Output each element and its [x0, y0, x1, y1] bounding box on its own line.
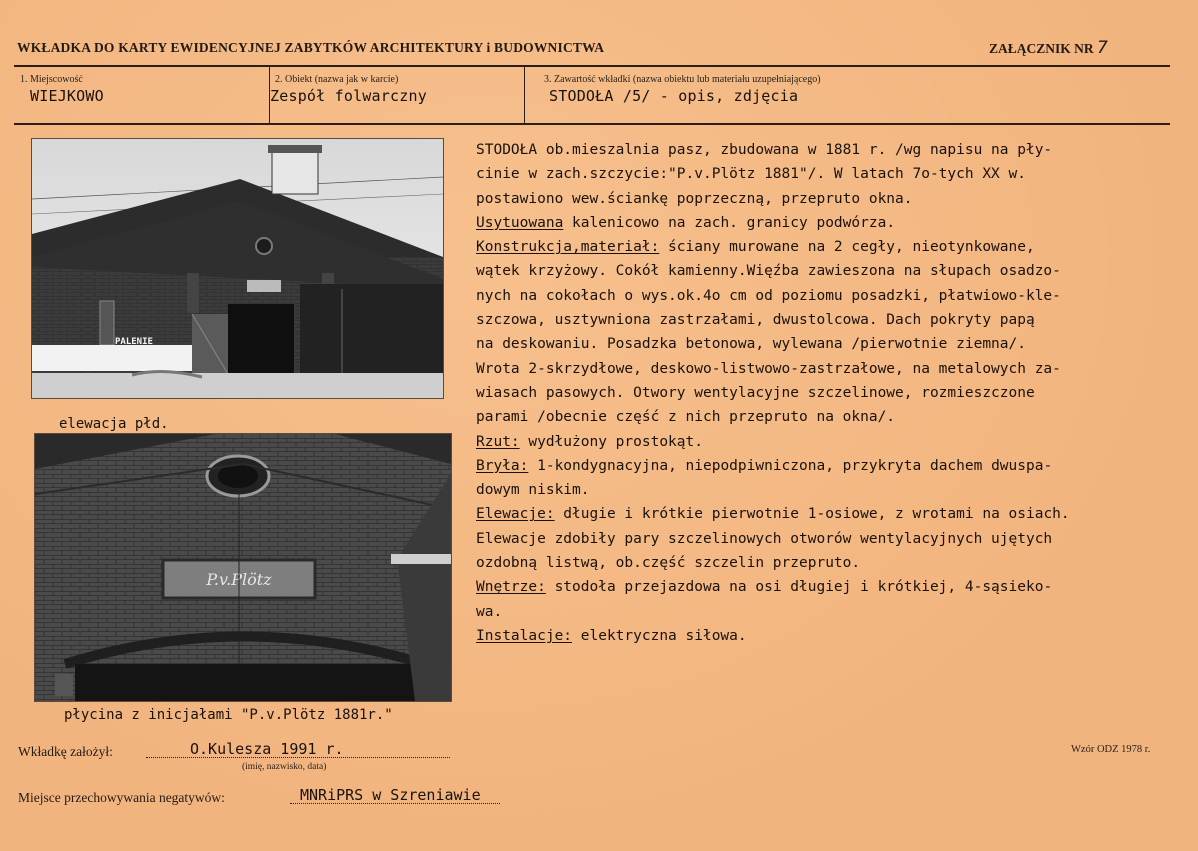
section-text: wydłużony prostokąt.: [519, 433, 703, 450]
annex-label: [989, 38, 1108, 58]
section-text: parami /obecnie część z nich przepruto na okna/.: [476, 409, 896, 426]
form-label: Wzór ODZ 1978 r.: [1071, 744, 1151, 755]
description-line: [476, 235, 1176, 259]
author-hint: (imię, nazwisko, data): [242, 762, 327, 772]
locality-value: WIEJKOWO: [30, 87, 104, 105]
description-line: [476, 187, 1176, 211]
description-line: [476, 332, 1176, 356]
section-heading: Instalacje:: [476, 627, 573, 644]
header-rule-bottom: [14, 123, 1170, 125]
section-text: Wrota 2-skrzydłowe, deskowo-listwowo-zastrzałowe, na metalowych za-: [476, 360, 1061, 377]
object-label: 2. Obiekt (nazwa jak w karcie): [275, 74, 399, 85]
barn-photo-graphic: [32, 139, 443, 398]
caption-gable-panel: płycina z inicjałami "P.v.Plötz 1881r.": [64, 707, 393, 723]
section-text: Elewacje zdobiły pary szczelinowych otworów wentylacyjnych ujętych: [476, 530, 1053, 547]
photo-south-elevation: [31, 138, 444, 399]
description-line: [476, 551, 1176, 575]
storage-label: Miejsce przechowywania negatywów:: [18, 790, 225, 805]
description-line: [476, 502, 1176, 526]
annex-label-text: ZAŁĄCZNIK NR: [989, 41, 1094, 56]
section-heading: Usytuowana: [476, 214, 564, 231]
field-divider-2: [524, 67, 525, 123]
author-value: O.Kulesza 1991 r.: [190, 740, 344, 758]
caption-south-elevation: elewacja płd.: [59, 416, 169, 432]
content-label: 3. Zawartość wkładki (nazwa obiektu lub materiału uzupełniającego): [544, 74, 821, 85]
description-line: [476, 381, 1176, 405]
object-value: Zespół folwarczny: [270, 87, 427, 105]
section-heading: Elewacje:: [476, 506, 555, 523]
author-label: Wkładkę założył:: [18, 744, 113, 759]
section-text: na deskowaniu. Posadzka betonowa, wylewana /pierwotnie ziemna/.: [476, 336, 1026, 353]
photo-gable-panel: [34, 433, 452, 702]
gable-photo-graphic: [35, 434, 451, 701]
section-text: elektryczna siłowa.: [572, 627, 747, 644]
description-line: [476, 162, 1176, 186]
palenie-sign: PALENIE: [115, 337, 153, 347]
description-line: [476, 575, 1176, 599]
section-text: długie i krótkie pierwotnie 1-osiowe, z wrotami na osiach.: [554, 506, 1070, 523]
description-line: [476, 405, 1176, 429]
description-text: [476, 138, 1176, 648]
section-text: kalenicowo na zach. granicy podwórza.: [563, 214, 896, 231]
section-text: wiasach pasowych. Otwory wentylacyjne szczelinowe, rozmieszczone: [476, 384, 1035, 401]
description-line: [476, 357, 1176, 381]
description-line: [476, 624, 1176, 648]
description-line: [476, 308, 1176, 332]
description-line: [476, 284, 1176, 308]
annex-number: 7: [1097, 38, 1108, 58]
section-heading: Rzut:: [476, 433, 520, 450]
locality-label: 1. Miejscowość: [20, 74, 83, 85]
header-rule-top: [14, 65, 1170, 67]
description-line: [476, 430, 1176, 454]
section-heading: Wnętrze:: [476, 579, 546, 596]
section-text: ozdobną listwą, ob.część szczelin przepruto.: [476, 555, 861, 572]
section-text: stodoła przejazdowa na osi długiej i krótkiej, 4-sąsieko-: [545, 579, 1053, 596]
description-line: [476, 478, 1176, 502]
section-text: postawiono wew.ściankę poprzeczną, przepruto okna.: [476, 190, 913, 207]
section-heading: Konstrukcja,materiał:: [476, 239, 660, 256]
section-text: wątek krzyżowy. Cokół kamienny.Więźba zawieszona na słupach osadzo-: [476, 263, 1061, 280]
section-text: 1-kondygnacyjna, niepodpiwniczona, przykryta dachem dwuspa-: [528, 457, 1053, 474]
card-title: WKŁADKA DO KARTY EWIDENCYJNEJ ZABYTKÓW ARCHITEKTURY i BUDOWNICTWA: [17, 40, 605, 55]
section-text: STODOŁA ob.mieszalnia pasz, zbudowana w 1881 r. /wg napisu na pły-: [476, 142, 1053, 158]
section-text: szczowa, usztywniona zastrzałami, dwustolcowa. Dach pokryty papą: [476, 312, 1035, 329]
svg-text:P.v.Plötz: P.v.Plötz: [206, 570, 272, 589]
section-heading: Bryła:: [476, 457, 529, 474]
description-line: [476, 454, 1176, 478]
section-text: ściany murowane na 2 cegły, nieotynkowane,: [659, 239, 1035, 256]
section-text: nych na cokołach o wys.ok.4o cm od poziomu posadzki, płatwiowo-kle-: [476, 287, 1061, 304]
description-line: [476, 259, 1176, 283]
section-text: dowym niskim.: [476, 482, 590, 499]
description-line: [476, 211, 1176, 235]
content-value: STODOŁA /5/ - opis, zdjęcia: [549, 87, 799, 105]
section-text: wa.: [476, 603, 503, 620]
storage-value: MNRiPRS w Szreniawie: [300, 786, 481, 804]
description-line: [476, 527, 1176, 551]
description-line: [476, 600, 1176, 624]
description-line: [476, 138, 1176, 162]
section-text: cinie w zach.szczycie:"P.v.Plötz 1881"/. W latach 7o-tych XX w.: [476, 166, 1026, 183]
